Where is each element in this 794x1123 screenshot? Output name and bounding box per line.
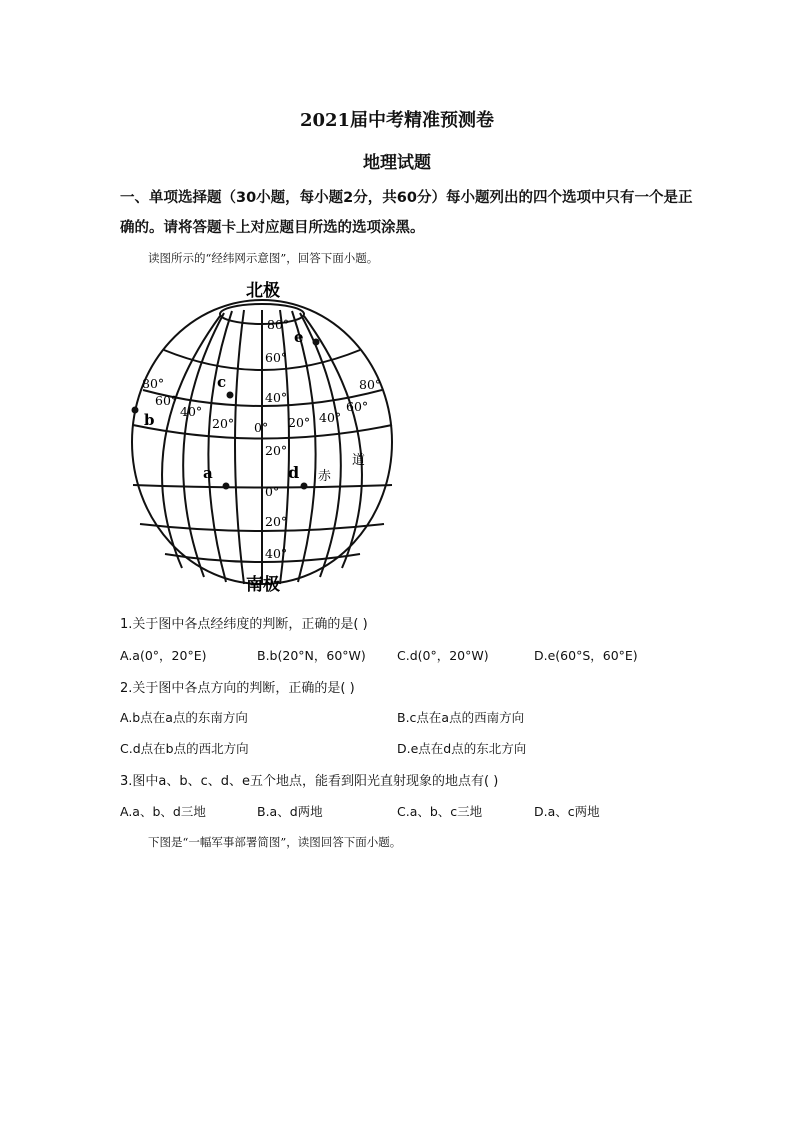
lat-40s-label: 40°	[265, 546, 288, 561]
south-pole-label: 南极	[246, 575, 280, 595]
lon-20w-label: 20°	[212, 416, 235, 431]
equator-label-2: 道	[352, 453, 366, 468]
next-figure-intro: 下图是“一幅军事部署简图”，读图回答下面小题。	[148, 835, 402, 849]
lat-40n-label: 40°	[265, 390, 288, 405]
equator-label-1: 赤	[318, 469, 332, 484]
page-title: 2021届中考精准预测卷	[299, 110, 495, 131]
section-heading-line2: 确的。请将答题卡上对应题目所选的选项涂黑。	[120, 220, 425, 236]
lat-60n-label: 60°	[265, 350, 288, 365]
north-pole-label: 北极	[246, 281, 280, 301]
point-e-label: e	[294, 328, 304, 346]
lon-60e-label: 60°	[346, 399, 369, 414]
point-b-dot	[132, 407, 139, 414]
question-3-stem: 3.图中a、b、c、d、e五个地点，能看到阳光直射现象的地点有( )	[120, 774, 499, 789]
point-b-label: b	[144, 411, 155, 429]
lon-80w-label: 80°	[142, 376, 165, 391]
meridian-40e	[292, 311, 316, 582]
lon-20e-label: 20°	[288, 415, 311, 430]
point-c-label: c	[217, 373, 227, 391]
section-heading-line1: 一、单项选择题（30小题，每小题2分，共60分）每小题列出的四个选项中只有一个是正	[120, 190, 693, 206]
lon-40w-label: 40°	[180, 404, 203, 419]
question-3-option-a[interactable]: A.a、b、d三地	[120, 804, 206, 819]
point-a-label: a	[203, 464, 213, 482]
question-2-option-d[interactable]: D.e点在d点的东北方向	[397, 741, 527, 756]
lat-20s-label: 20°	[265, 514, 288, 529]
point-c-dot	[227, 392, 234, 399]
point-d-dot	[301, 483, 308, 490]
question-3-option-d[interactable]: D.a、c两地	[534, 804, 600, 819]
question-1-option-b[interactable]: B.b(20°N，60°W)	[257, 648, 366, 663]
lon-40e-label: 40°	[319, 410, 342, 425]
figure-intro: 读图所示的“经纬网示意图”，回答下面小题。	[148, 251, 379, 265]
question-2-option-c[interactable]: C.d点在b点的西北方向	[120, 741, 249, 756]
meridian-40w	[208, 311, 235, 582]
page-subtitle: 地理试题	[363, 153, 431, 173]
meridian-60e	[300, 313, 341, 577]
question-3-option-b[interactable]: B.a、d两地	[257, 804, 323, 819]
meridian-20w	[235, 310, 244, 584]
point-a-dot	[223, 483, 230, 490]
lon-60w-label: 60°	[155, 393, 178, 408]
question-2-option-b[interactable]: B.c点在a点的西南方向	[397, 710, 525, 725]
point-e-dot	[313, 339, 320, 346]
question-2-stem: 2.关于图中各点方向的判断，正确的是( )	[120, 681, 355, 696]
question-1-option-c[interactable]: C.d(0°，20°W)	[397, 648, 489, 663]
point-d-label: d	[288, 463, 300, 482]
question-2-option-a[interactable]: A.b点在a点的东南方向	[120, 710, 248, 725]
question-1-option-a[interactable]: A.a(0°，20°E)	[120, 648, 207, 663]
lon-80e-label: 80°	[359, 377, 382, 392]
graticule-figure	[120, 272, 420, 602]
lat-80n-label: 80°	[267, 317, 290, 332]
question-1-option-d[interactable]: D.e(60°S，60°E)	[534, 648, 638, 663]
question-1-stem: 1.关于图中各点经纬度的判断，正确的是( )	[120, 617, 368, 632]
lon-0-label: 0°	[254, 420, 269, 435]
question-3-option-c[interactable]: C.a、b、c三地	[397, 804, 483, 819]
meridian-60w	[183, 313, 227, 577]
lat-eq-label: 0°	[265, 484, 280, 499]
lat-20n-label: 20°	[265, 443, 288, 458]
